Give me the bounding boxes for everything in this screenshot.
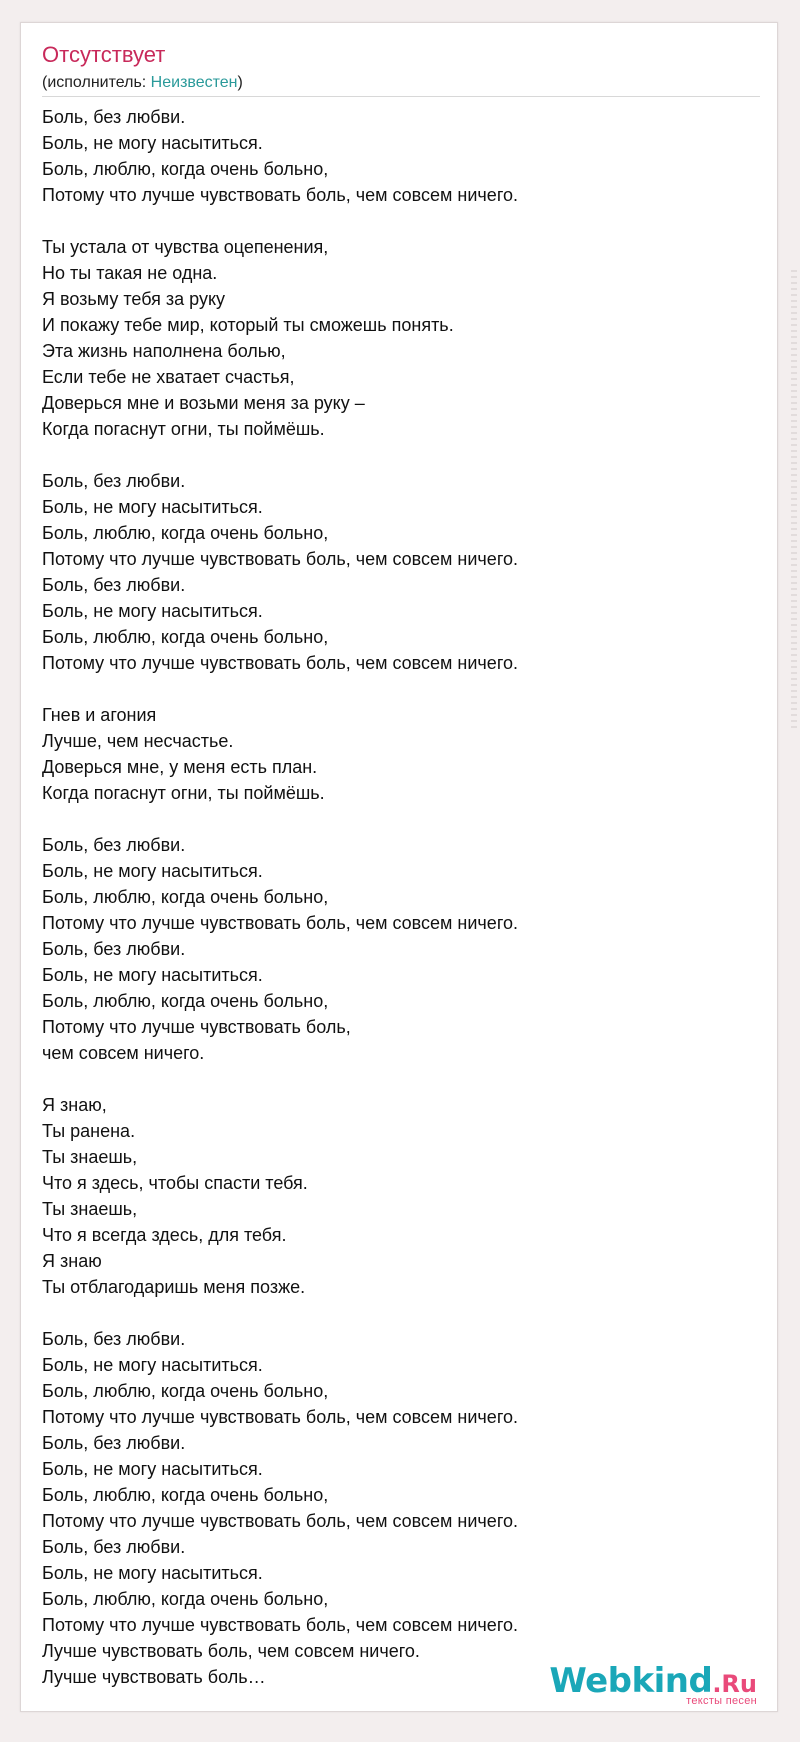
artist-link[interactable]: Неизвестен: [150, 74, 238, 91]
logo-tagline: тексты песен: [686, 1695, 757, 1707]
lyrics-line: Эта жизнь наполнена болью,: [42, 341, 286, 361]
lyrics-line: Боль, не могу насытиться.: [42, 965, 263, 985]
artist-line: [42, 73, 243, 93]
lyrics-line: Гнев и агония: [42, 705, 157, 725]
lyrics-line: Боль, люблю, когда очень больно,: [42, 1485, 329, 1505]
lyrics-line: Потому что лучше чувствовать боль, чем совсем ничего.: [42, 1407, 518, 1427]
lyrics-line: Ты ранена.: [42, 1121, 136, 1141]
lyrics-line: Боль, не могу насытиться.: [42, 1355, 263, 1375]
lyrics-line: Боль, люблю, когда очень больно,: [42, 627, 329, 647]
logo-main-text: Webkind: [549, 1661, 713, 1701]
lyrics-line: Лучше, чем несчастье.: [42, 731, 234, 751]
lyrics-line: И покажу тебе мир, который ты сможешь понять.: [42, 315, 454, 335]
lyrics-line: Потому что лучше чувствовать боль, чем совсем ничего.: [42, 185, 518, 205]
lyrics-line: Боль, не могу насытиться.: [42, 133, 263, 153]
lyrics-line: Потому что лучше чувствовать боль, чем совсем ничего.: [42, 1511, 518, 1531]
lyrics-line: Я возьму тебя за руку: [42, 289, 226, 309]
lyrics-stanza: [42, 832, 762, 1066]
site-logo[interactable]: [549, 1661, 757, 1707]
lyrics-line: Боль, без любви.: [42, 939, 186, 959]
lyrics-line: Боль, без любви.: [42, 1537, 186, 1557]
lyrics-line: Боль, без любви.: [42, 1329, 186, 1349]
lyrics-stanza: [42, 1092, 762, 1300]
lyrics-line: Ты отблагодаришь меня позже.: [42, 1277, 306, 1297]
lyrics-line: Боль, люблю, когда очень больно,: [42, 1381, 329, 1401]
lyrics-stanza: [42, 468, 762, 676]
lyrics-line: Боль, люблю, когда очень больно,: [42, 887, 329, 907]
lyrics-line: Если тебе не хватает счастья,: [42, 367, 295, 387]
lyrics-line: Боль, без любви.: [42, 1433, 186, 1453]
logo-tld-text: .Ru: [712, 1670, 757, 1698]
lyrics-line: Боль, люблю, когда очень больно,: [42, 991, 329, 1011]
side-decoration: [791, 270, 797, 730]
lyrics-line: Потому что лучше чувствовать боль, чем совсем ничего.: [42, 549, 518, 569]
lyrics-card: [20, 22, 778, 1712]
lyrics-line: Ты знаешь,: [42, 1199, 138, 1219]
artist-prefix: (исполнитель:: [42, 74, 151, 91]
lyrics-line: Что я всегда здесь, для тебя.: [42, 1225, 287, 1245]
lyrics-body: [42, 104, 762, 1690]
lyrics-line: Боль, не могу насытиться.: [42, 1563, 263, 1583]
lyrics-line: чем совсем ничего.: [42, 1043, 205, 1063]
lyrics-line: Когда погаснут огни, ты поймёшь.: [42, 783, 325, 803]
lyrics-line: Лучше чувствовать боль…: [42, 1667, 266, 1687]
lyrics-stanza: [42, 104, 762, 208]
lyrics-line: Когда погаснут огни, ты поймёшь.: [42, 419, 325, 439]
lyrics-line: Ты знаешь,: [42, 1147, 138, 1167]
lyrics-line: Боль, люблю, когда очень больно,: [42, 159, 329, 179]
lyrics-line: Но ты такая не одна.: [42, 263, 218, 283]
artist-suffix: ): [237, 74, 243, 91]
lyrics-stanza: [42, 1326, 762, 1690]
lyrics-stanza: [42, 702, 762, 806]
lyrics-line: Что я здесь, чтобы спасти тебя.: [42, 1173, 308, 1193]
lyrics-line: Потому что лучше чувствовать боль, чем совсем ничего.: [42, 653, 518, 673]
lyrics-line: Доверься мне и возьми меня за руку –: [42, 393, 365, 413]
lyrics-line: Потому что лучше чувствовать боль, чем совсем ничего.: [42, 913, 518, 933]
lyrics-line: Боль, не могу насытиться.: [42, 1459, 263, 1479]
lyrics-line: Боль, люблю, когда очень больно,: [42, 1589, 329, 1609]
lyrics-line: Я знаю: [42, 1251, 102, 1271]
lyrics-line: Боль, без любви.: [42, 575, 186, 595]
lyrics-stanza: [42, 234, 762, 442]
lyrics-line: Боль, не могу насытиться.: [42, 497, 263, 517]
lyrics-line: Ты устала от чувства оцепенения,: [42, 237, 329, 257]
lyrics-line: Потому что лучше чувствовать боль,: [42, 1017, 351, 1037]
lyrics-line: Я знаю,: [42, 1095, 107, 1115]
song-title: Отсутствует: [42, 42, 166, 67]
lyrics-line: Боль, без любви.: [42, 835, 186, 855]
lyrics-line: Потому что лучше чувствовать боль, чем совсем ничего.: [42, 1615, 518, 1635]
lyrics-line: Боль, без любви.: [42, 107, 186, 127]
lyrics-line: Боль, не могу насытиться.: [42, 601, 263, 621]
lyrics-line: Доверься мне, у меня есть план.: [42, 757, 318, 777]
lyrics-line: Боль, люблю, когда очень больно,: [42, 523, 329, 543]
lyrics-line: Боль, не могу насытиться.: [42, 861, 263, 881]
lyrics-line: Лучше чувствовать боль, чем совсем ничего.: [42, 1641, 420, 1661]
lyrics-line: Боль, без любви.: [42, 471, 186, 491]
header-divider: [42, 96, 760, 97]
